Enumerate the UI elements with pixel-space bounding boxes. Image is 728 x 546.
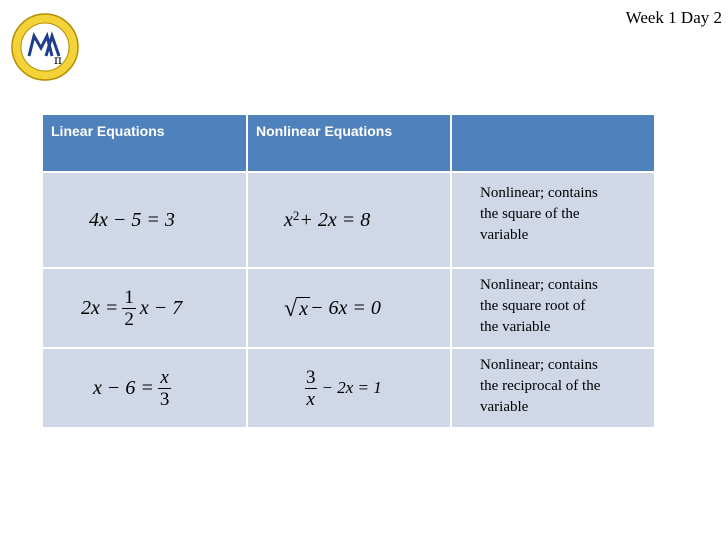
department-logo (10, 12, 80, 82)
square-root: √ x (284, 295, 309, 322)
nonlinear-equation: x $^2$ + 2x = 8 (284, 208, 371, 231)
description-cell: Nonlinear; contains the square of the variable (451, 172, 655, 268)
nonlinear-equation-cell (247, 348, 451, 428)
nonlinear-equation-cell (247, 268, 451, 348)
table-row (43, 268, 655, 348)
linear-equation: 4x − 5 = 3 (89, 208, 175, 231)
linear-equation-cell (43, 172, 247, 268)
slide-label: Week 1 Day 2 (625, 8, 722, 27)
fraction: $\frac{1}{2}$ (124, 286, 134, 330)
table-row (43, 348, 655, 428)
linear-equation-cell (43, 268, 247, 348)
header-blank (451, 115, 655, 172)
equations-table (43, 115, 656, 429)
description-cell: Nonlinear; contains the square root of the variable (451, 268, 655, 348)
nonlinear-equation: √ x − 6x = 0 (284, 295, 381, 322)
nonlinear-equation-cell (247, 172, 451, 268)
header-linear: Linear Equations (43, 115, 247, 172)
description-cell: Nonlinear; contains the reciprocal of the variable (451, 348, 655, 428)
linear-equation: x − 6 = $\frac{x}{3}$ (93, 366, 170, 410)
table-row (43, 172, 655, 268)
nonlinear-equation: $\frac{3}{x}$ − 2x = 1 (306, 366, 382, 410)
linear-equation-cell (43, 348, 247, 428)
header-nonlinear: Nonlinear Equations (247, 115, 451, 172)
linear-equation: 2x = $\frac{1}{2}$ x − 7 (81, 286, 183, 330)
fraction: $\frac{3}{x}$ (306, 366, 316, 410)
fraction: $\frac{x}{3}$ (159, 366, 170, 410)
svg-text:π: π (54, 53, 62, 67)
